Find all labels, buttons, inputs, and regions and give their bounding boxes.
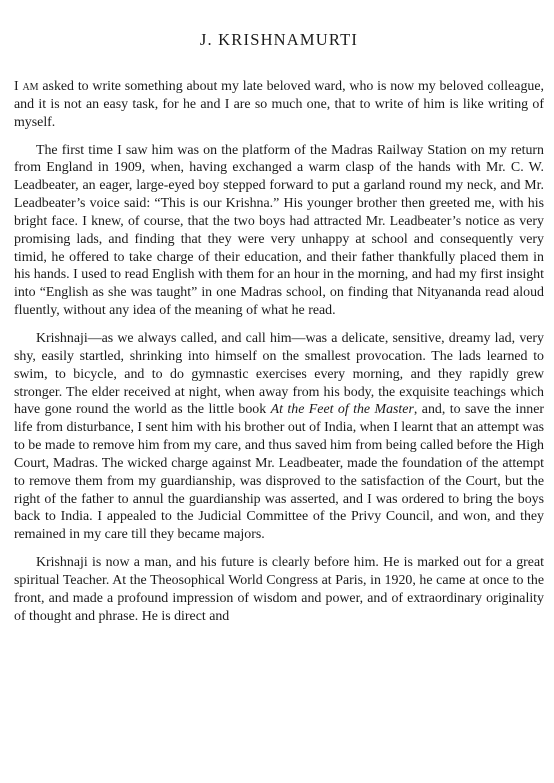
paragraph-text: , and, to save the inner life from disturbance, I sent him with his brother out of India, when I learnt that an attempt was to be made to remove him from my care, and thus saved him from being called before the High Court, Madras. The wicked charge against Mr. Leadbeater, made the foundation of the attempt to remove them from my guardianship, was disproved to the satisfaction of the Court, but the right of the father to annul the guardianship was asserted, and I was ordered to bring the boys back to India. I appealed to the Judicial Committee of the Privy Council, and won, and they remained in my care till they became majors.: [14, 402, 545, 543]
book-title: At the Feet of the Master: [270, 402, 414, 418]
paragraph-3: [14, 330, 544, 544]
page-title: J. KRISHNAMURTI: [199, 30, 359, 49]
paragraph-text: asked to write something about my late beloved ward, who is now my beloved colleague, and it is not an easy task, for he and I are so much one, that to write of him is like writing of myself.: [14, 79, 545, 130]
paragraph-lead: I am: [14, 79, 39, 94]
document-page: [14, 30, 544, 635]
paragraph-4: Krishnaji is now a man, and his future is clearly before him. He is marked out for a great spiritual Teacher. At the Theosophical World Congress at Paris, in 1920, he came at once to the front, and made a profound impression of wisdom and power, and of extraordinary originality of thought and phrase. He is direct and: [14, 555, 544, 624]
paragraph-1: [14, 78, 544, 132]
paragraph-text: Krishnaji—as we always called, and call him—was a delicate, sensitive, dreamy lad, very shy, easily startled, shrinking into himself on the smallest provocation. The lads learned to swim, to bicycle, and to do gymnastic exercises every morning, and they rapidly grew stronger. The elder received at night, when away from his body, the exquisite teachings which have gone round the world as the little book: [14, 330, 544, 418]
paragraph-2: The first time I saw him was on the platform of the Madras Railway Station on my return from England in 1909, when, having exchanged a warm clasp of the hands with Mr. C. W. Leadbeater, an eager, large-eyed boy stepped forward to put a garland round my neck, and Mr. Leadbeater’s voice said: “This is our Krishna.” His younger brother then greeted me, with his bright face. I knew, of course, that the two boys had attracted Mr. Leadbeater’s notice as very promising lads, and finding that they were very unhappy at school and consequently very timid, he offered to take charge of their education, and their father thankfully placed them in his hands. I used to read English with them for an hour in the morning, and had my first insight into “English as she was taught” in one Madras school, on finding that Nityananda read aloud fluently, without any idea of the meaning of what he read.: [14, 142, 544, 319]
